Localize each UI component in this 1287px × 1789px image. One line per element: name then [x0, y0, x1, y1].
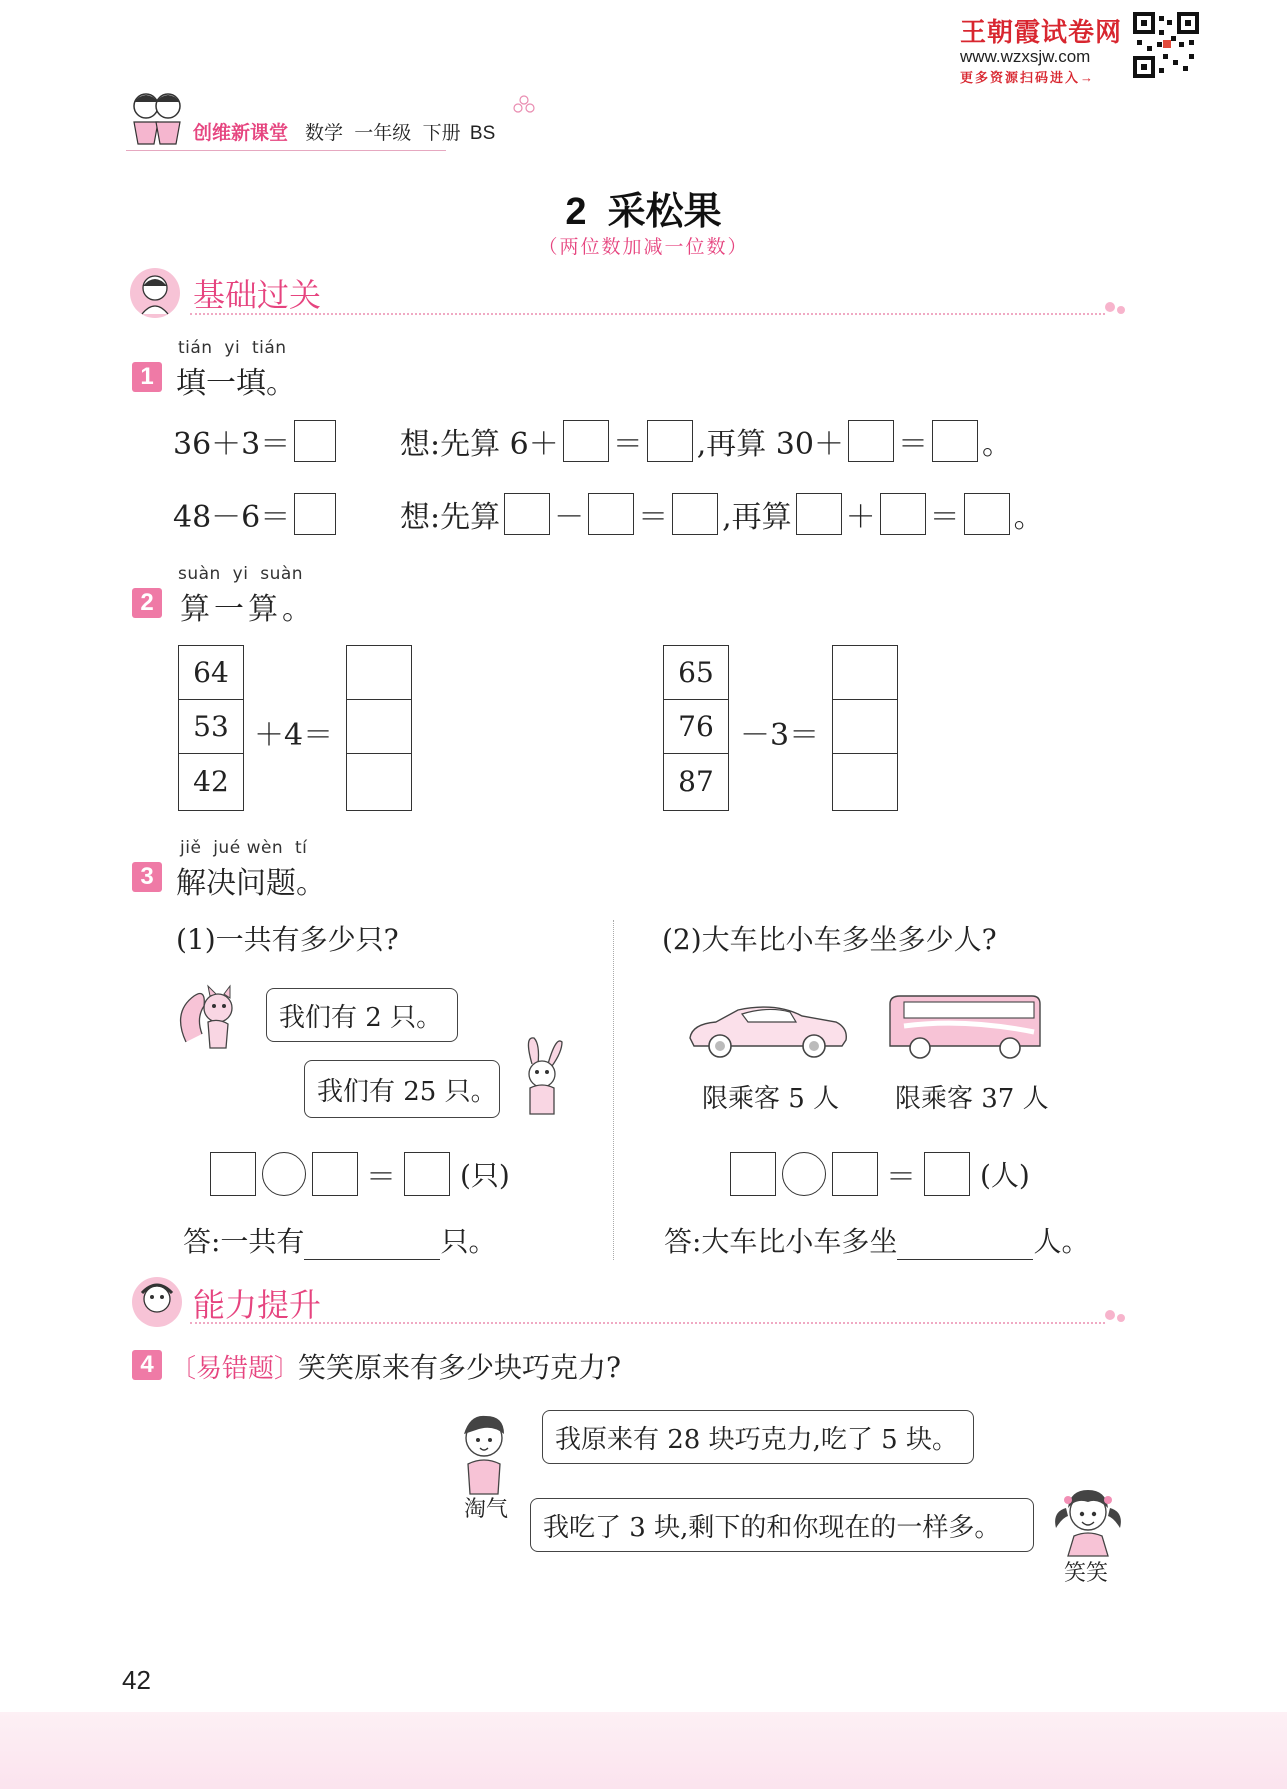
- answer-box[interactable]: [647, 420, 693, 462]
- number-cell: 53: [179, 700, 243, 754]
- q1-row2-think-label: 想:先算: [400, 500, 501, 535]
- edition: BS: [469, 123, 496, 144]
- q3-part2-answer: [664, 1220, 1089, 1260]
- q4-bubble-1-text: 我原来有 28 块巧克力,吃了 5 块。: [555, 1424, 958, 1455]
- q1-title: 填一填。: [176, 366, 296, 401]
- brand-tagline: 更多资源扫码进入→: [960, 70, 1096, 85]
- q1-row2-think: [400, 492, 1048, 536]
- answer-blank[interactable]: [897, 1225, 1033, 1260]
- section-dots-icon: [1105, 300, 1129, 316]
- q3-column-divider: [613, 920, 614, 1260]
- answer-cell[interactable]: [347, 700, 411, 754]
- answer-box[interactable]: [404, 1152, 450, 1196]
- number-cell: 65: [664, 646, 728, 700]
- header-rule: [126, 150, 446, 151]
- q4-bubble-2-text: 我吃了 3 块,剩下的和你现在的一样多。: [543, 1512, 1001, 1543]
- q1-row1: [173, 419, 336, 463]
- q3-part1-answer: [183, 1220, 496, 1260]
- q4-speech-bubble-2: [530, 1498, 1034, 1552]
- answer-blank[interactable]: [304, 1225, 440, 1260]
- section-basic-divider: [190, 313, 1105, 315]
- series-name: 创维新课堂: [193, 123, 289, 144]
- minus-sign: －: [554, 500, 585, 535]
- q3-part1-question: (1)一共有多少只?: [176, 923, 399, 956]
- grade: 一年级: [354, 123, 412, 144]
- answer-prefix: 答:一共有: [183, 1225, 305, 1258]
- q3-bubble-2-text: 我们有 25 只。: [317, 1076, 497, 1107]
- answer-box[interactable]: [563, 420, 609, 462]
- q4-number: 4: [132, 1350, 162, 1380]
- number-cell: 64: [179, 646, 243, 700]
- answer-box[interactable]: [730, 1152, 776, 1196]
- subject: 数学: [305, 123, 344, 144]
- equals-sign: ＝: [886, 1160, 916, 1195]
- course-info: [305, 118, 495, 145]
- equals-sign: ＝: [612, 427, 643, 462]
- section-badge-icon: [128, 266, 182, 320]
- q2-left-numbers: [178, 645, 244, 811]
- equals-sign: ＝: [638, 500, 669, 535]
- squirrel-icon: [176, 982, 246, 1058]
- answer-prefix: 答:大车比小车多坐: [664, 1225, 898, 1258]
- answer-cell[interactable]: [833, 754, 897, 808]
- operator-circle[interactable]: [262, 1152, 306, 1196]
- q2-right-operator: －3＝: [740, 718, 820, 753]
- q3-bubble-1-text: 我们有 2 只。: [279, 1002, 443, 1033]
- q3-pinyin: jiě jué wèn tí: [180, 838, 308, 858]
- q1-row2: [173, 492, 336, 536]
- q1-row2-expression: 48－6＝: [173, 500, 291, 535]
- q4-question: 笑笑原来有多少块巧克力?: [298, 1351, 622, 1384]
- answer-suffix: 只。: [440, 1225, 497, 1258]
- answer-cell[interactable]: [833, 646, 897, 700]
- lesson-title: 2 采松果: [565, 191, 722, 233]
- section-badge-icon: [130, 1275, 184, 1329]
- q3-title: 解决问题。: [176, 866, 326, 901]
- period: 。: [981, 427, 1012, 462]
- section-advanced-divider: [190, 1322, 1105, 1324]
- answer-cell[interactable]: [833, 700, 897, 754]
- character-name-taoqi: 淘气: [464, 1497, 509, 1522]
- equals-sign: ＝: [897, 427, 928, 462]
- q2-pinyin: suàn yi suàn: [178, 564, 304, 584]
- kids-mascot-icon: [126, 88, 188, 152]
- q1-row1-expression: 36＋3＝: [173, 427, 291, 462]
- volume: 下册: [422, 123, 461, 144]
- q2-right-answers: [832, 645, 898, 811]
- brand-logo: [960, 12, 1130, 86]
- q1-number: 1: [132, 362, 162, 392]
- section-advanced-title: 能力提升: [193, 1286, 322, 1324]
- answer-box[interactable]: [312, 1152, 358, 1196]
- answer-cell[interactable]: [347, 646, 411, 700]
- answer-box[interactable]: [832, 1152, 878, 1196]
- brand-url: www.wzxsjw.com: [960, 47, 1091, 66]
- answer-box[interactable]: [964, 493, 1010, 535]
- operator-circle[interactable]: [782, 1152, 826, 1196]
- answer-box[interactable]: [796, 493, 842, 535]
- unit-label: (只): [460, 1159, 510, 1192]
- answer-box[interactable]: [294, 420, 336, 462]
- q3-number: 3: [132, 862, 162, 892]
- period: 。: [1013, 500, 1044, 535]
- car-icon: [686, 1000, 850, 1060]
- q1-row1-then: ,再算 30＋: [696, 427, 844, 462]
- bus-icon: [884, 992, 1044, 1062]
- q2-left-operator: ＋4＝: [254, 718, 334, 753]
- character-name-xiaoxiao: 笑笑: [1064, 1561, 1109, 1586]
- unit-label: (人): [980, 1159, 1030, 1192]
- answer-suffix: 人。: [1033, 1225, 1090, 1258]
- answer-box[interactable]: [504, 493, 550, 535]
- answer-box[interactable]: [848, 420, 894, 462]
- lesson-subtitle: （两位数加减一位数）: [538, 236, 749, 258]
- boy-taoqi-icon: [452, 1408, 518, 1498]
- plus-sign: ＋: [845, 500, 876, 535]
- number-cell: 42: [193, 764, 229, 798]
- number-cell: 87: [678, 764, 714, 798]
- car-capacity-label: 限乘客 5 人: [702, 1084, 840, 1114]
- page-number: 42: [122, 1665, 151, 1695]
- q4-tag: 〔易错题〕: [170, 1354, 301, 1384]
- q3-part2-equation: [730, 1152, 1034, 1196]
- q2-title: 算一算。: [180, 592, 316, 627]
- qr-code: [1133, 12, 1199, 78]
- flower-decoration-icon: [512, 94, 536, 118]
- q1-row1-think: [400, 419, 1016, 463]
- q3-speech-bubble-2: [304, 1060, 500, 1118]
- footer-band: [0, 1712, 1287, 1789]
- q2-number: 2: [132, 588, 162, 618]
- brand-name: 王朝霞试卷网: [960, 17, 1123, 47]
- answer-box[interactable]: [294, 493, 336, 535]
- equals-sign: ＝: [929, 500, 960, 535]
- q4-speech-bubble-1: [542, 1410, 974, 1464]
- q3-part1-equation: [210, 1152, 514, 1196]
- q3-speech-bubble-1: [266, 988, 458, 1042]
- section-basic-title: 基础过关: [193, 276, 322, 314]
- q1-row2-then: ,再算: [722, 500, 792, 535]
- q1-row1-think-label: 想:先算 6＋: [400, 427, 559, 462]
- girl-xiaoxiao-icon: [1048, 1478, 1130, 1558]
- rabbit-icon: [512, 1036, 572, 1124]
- number-cell: 76: [664, 700, 728, 754]
- q2-left-answers: [346, 645, 412, 811]
- answer-box[interactable]: [210, 1152, 256, 1196]
- q2-right-numbers: [663, 645, 729, 811]
- answer-cell[interactable]: [347, 754, 411, 808]
- answer-box[interactable]: [924, 1152, 970, 1196]
- bus-capacity-label: 限乘客 37 人: [895, 1084, 1049, 1114]
- section-dots-icon: [1105, 1308, 1129, 1324]
- answer-box[interactable]: [588, 493, 634, 535]
- equals-sign: ＝: [366, 1160, 396, 1195]
- q3-part2-question: (2)大车比小车多坐多少人?: [662, 923, 997, 956]
- answer-box[interactable]: [932, 420, 978, 462]
- answer-box[interactable]: [672, 493, 718, 535]
- answer-box[interactable]: [880, 493, 926, 535]
- q1-pinyin: tián yi tián: [178, 338, 287, 358]
